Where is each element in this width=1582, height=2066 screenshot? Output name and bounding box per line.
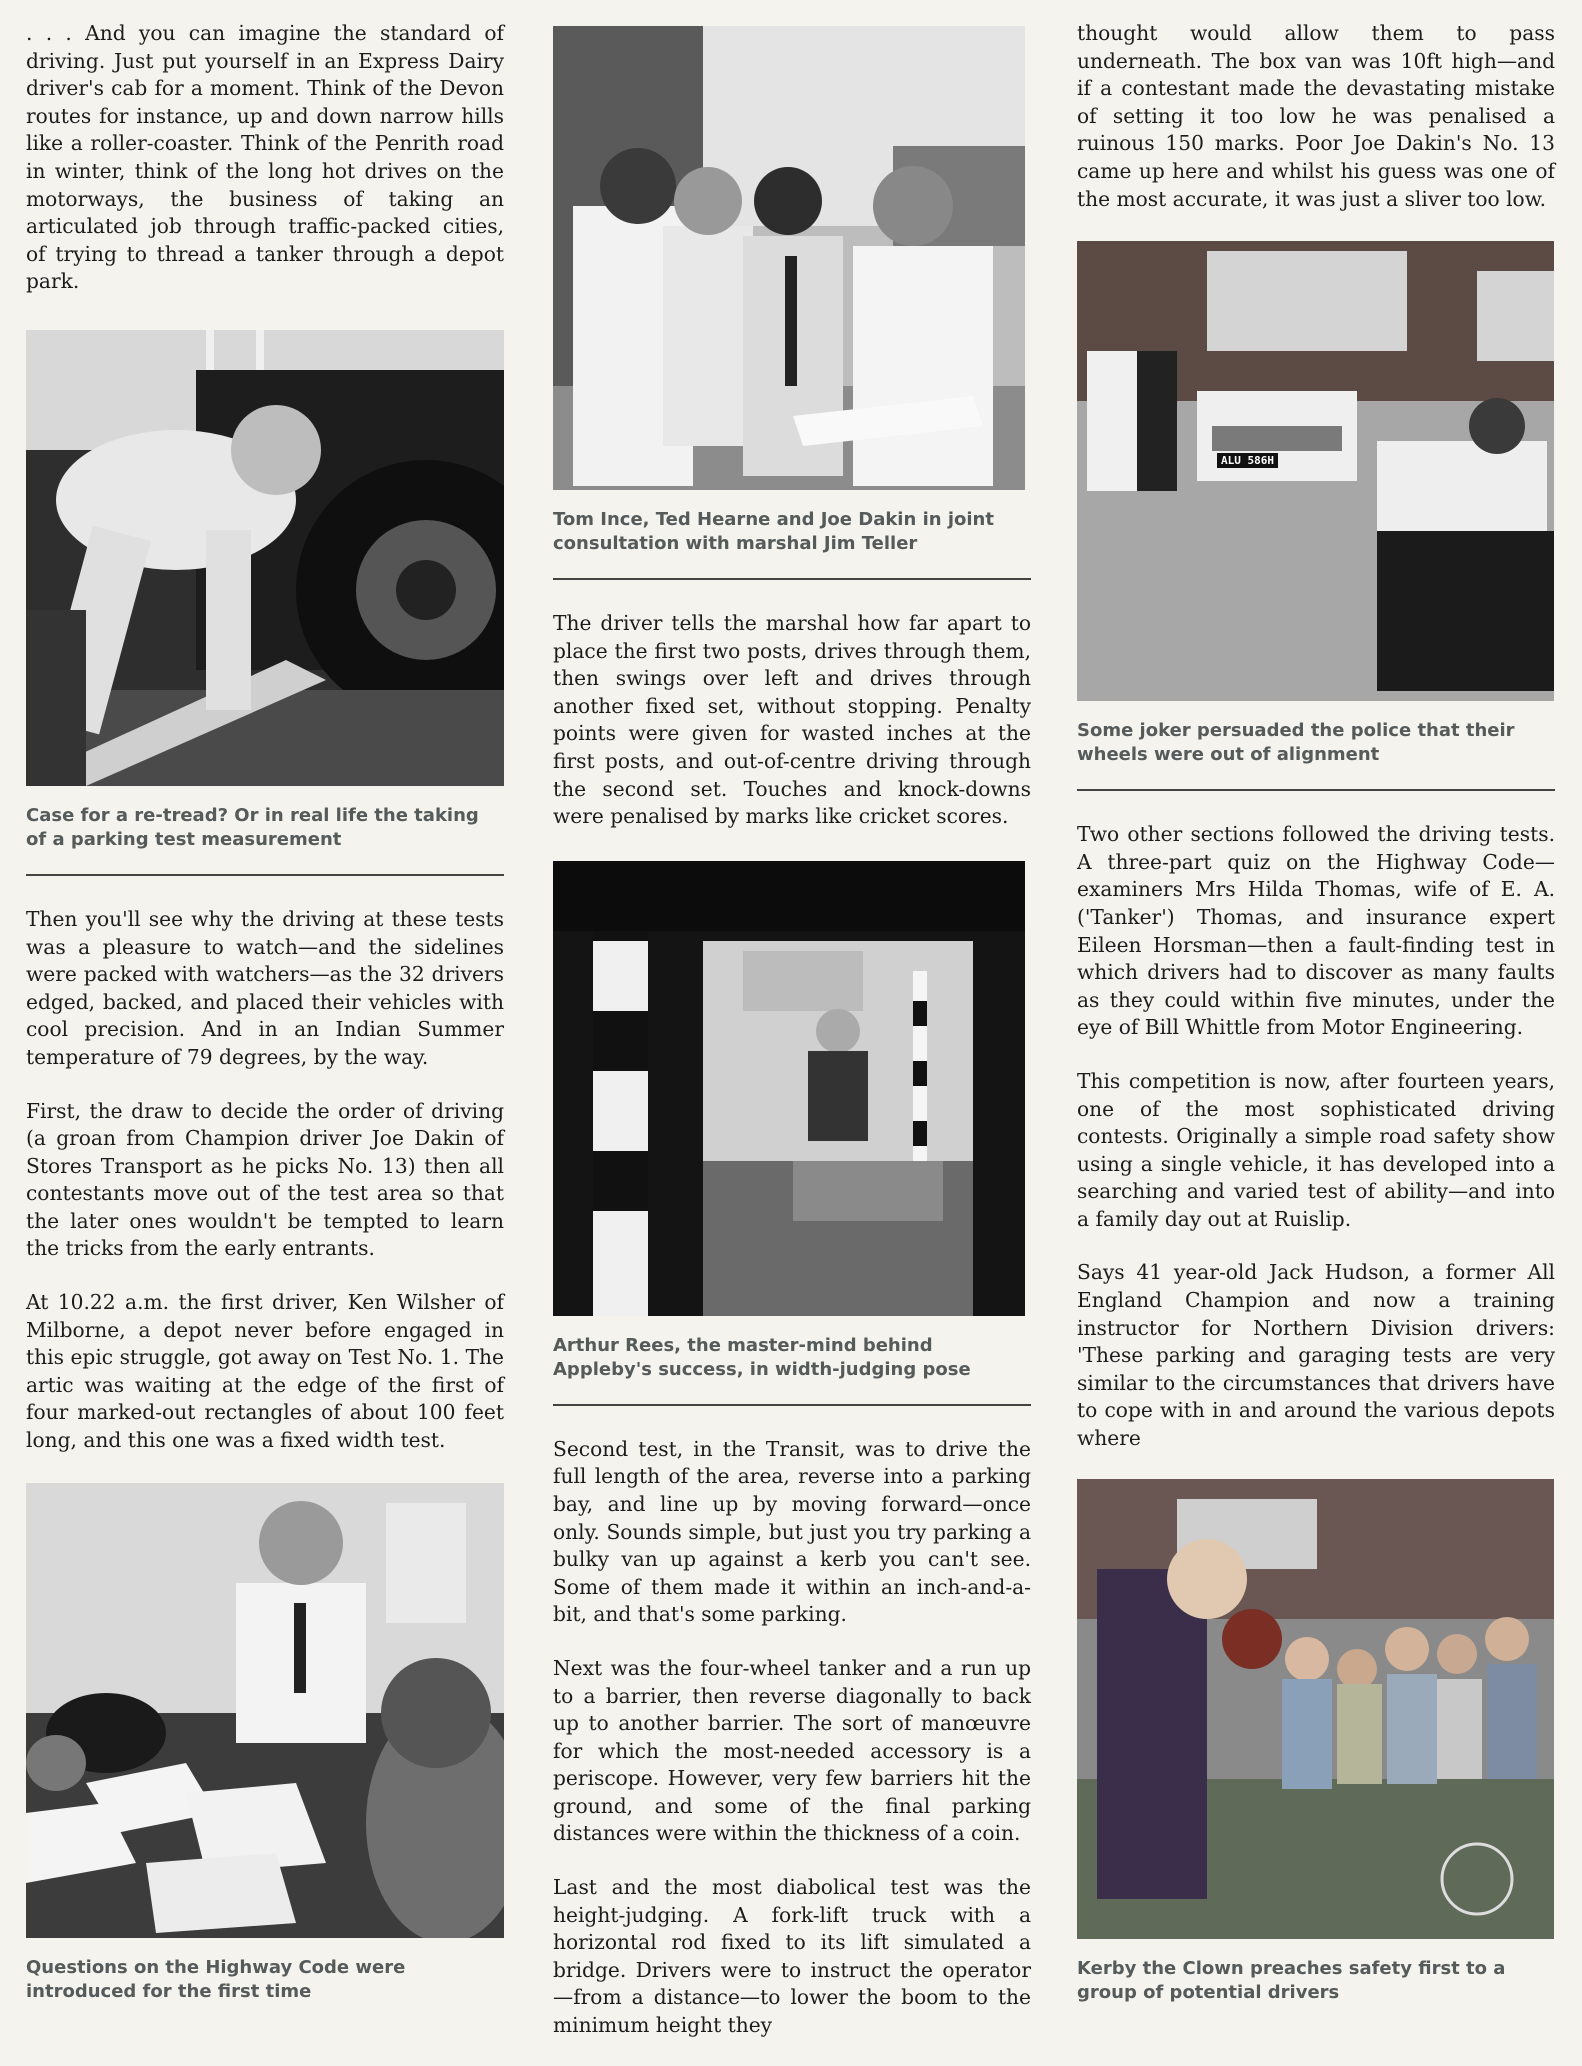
photo-width-judging [553,861,1025,1316]
column3-paragraph-3: This competition is now, after fourteen years, one of the most sophisticated driving contests. Originally a simple road safety show using a single vehicle, it has developed into a searching and varied test of ability—and into a family day out at Ruislip. [1077,1068,1555,1231]
divider [26,874,504,876]
column3-paragraph-4: Says 41 year-old Jack Hudson, a former All England Champion and now a training instructor for Northern Division drivers: 'These parking and garaging tests are very similar to the circumstances that drivers have to cope with in and around the various depots where [1077,1260,1555,1451]
photo-kerby-clown [1077,1479,1554,1939]
column1-paragraph-2: Then you'll see why the driving at these tests was a pleasure to watch—and the sidelines were packed with watchers—as the 32 drivers edged, backed, and placed their vehicles with cool precision. And in an Indian Summer temperature of 79 degrees, by the way. [26,906,504,1069]
caption-tyre-measurement: Case for a re-tread? Or in real life the taking of a parking test measurement [26,804,479,850]
column1-paragraph-4: At 10.22 a.m. the first driver, Ken Wilsher of Milborne, a depot never before engaged in this epic struggle, got away on Test No. 1. The artic was waiting at the edge of the first of four marked-out rectangles of about 100 feet long, and this one was a fixed width test. [26,1290,504,1453]
caption-joint-consultation: Tom Ince, Ted Hearne and Joe Dakin in joint consultation with marshal Jim Teller [553,509,994,554]
divider [1077,789,1555,791]
caption-highway-code-quiz: Questions on the Highway Code were introduced for the first time [26,1956,406,2002]
column-2 [553,20,1031,2066]
column1-paragraph-1: . . . And you can imagine the standard of driving. Just put yourself in an Express Dairy driver's cab for a moment. Think of the Devon routes for instance, up and down narrow hills like a roller-coaster. Think of the Penrith road in winter, think of the long hot drives on the motorways, the business of taking an articulated job through traffic-packed cities, of trying to thread a tanker through a depot park. [26,21,504,294]
divider [553,578,1031,580]
column3-paragraph-1: thought would allow them to pass underneath. The box van was 10ft high—and if a contestant made the devastating mistake of setting it too low he was penalised a ruinous 150 marks. Poor Joe Dakin's No. 13 came up here and whilst his guess was one of the most accurate, it was just a sliver too low. [1077,21,1555,211]
caption-width-judging: Arthur Rees, the master-mind behind Appleby's success, in width-judging pose [553,1334,971,1380]
column3-paragraph-2: Two other sections followed the driving tests. A three-part quiz on the Highway Code—examiners Mrs Hilda Thomas, wife of E. A. ('Tanker') Thomas, and insurance expert Eileen Horsman—then a fault-finding test in which drivers had to discover as many faults as they could within five minutes, under the eye of Bill Whittle from Motor Engineering. [1077,822,1555,1040]
column2-paragraph-3: Next was the four-wheel tanker and a run up to a barrier, then reverse diagonally to back up to another barrier. The sort of manœuvre for which the most-needed accessory is a periscope. However, very few barriers hit the ground, and some of the final parking distances were within the thickness of a coin. [553,1655,1031,1846]
column1-paragraph-3: First, the draw to decide the order of driving (a groan from Champion driver Joe Dakin of Stores Transport as he picks No. 13) then all contestants move out of the test area so that the later ones wouldn't be tempted to learn the tricks from the early entrants. [26,1098,504,1261]
column2-paragraph-1: The driver tells the marshal how far apart to place the first two posts, drives through them, then swings over left and drives through another fixed set, without stopping. Penalty points were given for wasted inches at the first posts, and out-of-centre driving through the second set. Touches and knock-downs were penalised by marks like cricket scores. [553,611,1031,829]
column-1 [26,20,504,2004]
photo-police-alignment [1077,241,1554,701]
column-3 [1077,20,1555,2005]
licence-plate: ALU 586H [1217,453,1278,468]
caption-kerby-clown: Kerby the Clown preaches safety first to a group of potential drivers [1077,1957,1506,2003]
caption-police-alignment: Some joker persuaded the police that their wheels were out of alignment [1077,720,1515,766]
photo-highway-code-quiz [26,1483,504,1938]
photo-joint-consultation [553,26,1025,490]
column2-paragraph-2: Second test, in the Transit, was to drive the full length of the area, reverse into a parking bay, and line up by moving forward—once only. Sounds simple, but just you try parking a bulky van up against a kerb you can't see. Some of them made it within an inch-and-a-bit, and that's some parking. [553,1436,1031,1627]
column2-paragraph-4: Last and the most diabolical test was the height-judging. A fork-lift truck with a horizontal rod fixed to its lift simulated a bridge. Drivers were to instruct the operator—from a distance—to lower the boom to the minimum height they [553,1875,1031,2038]
photo-tyre-measurement [26,330,504,786]
divider [553,1404,1031,1406]
